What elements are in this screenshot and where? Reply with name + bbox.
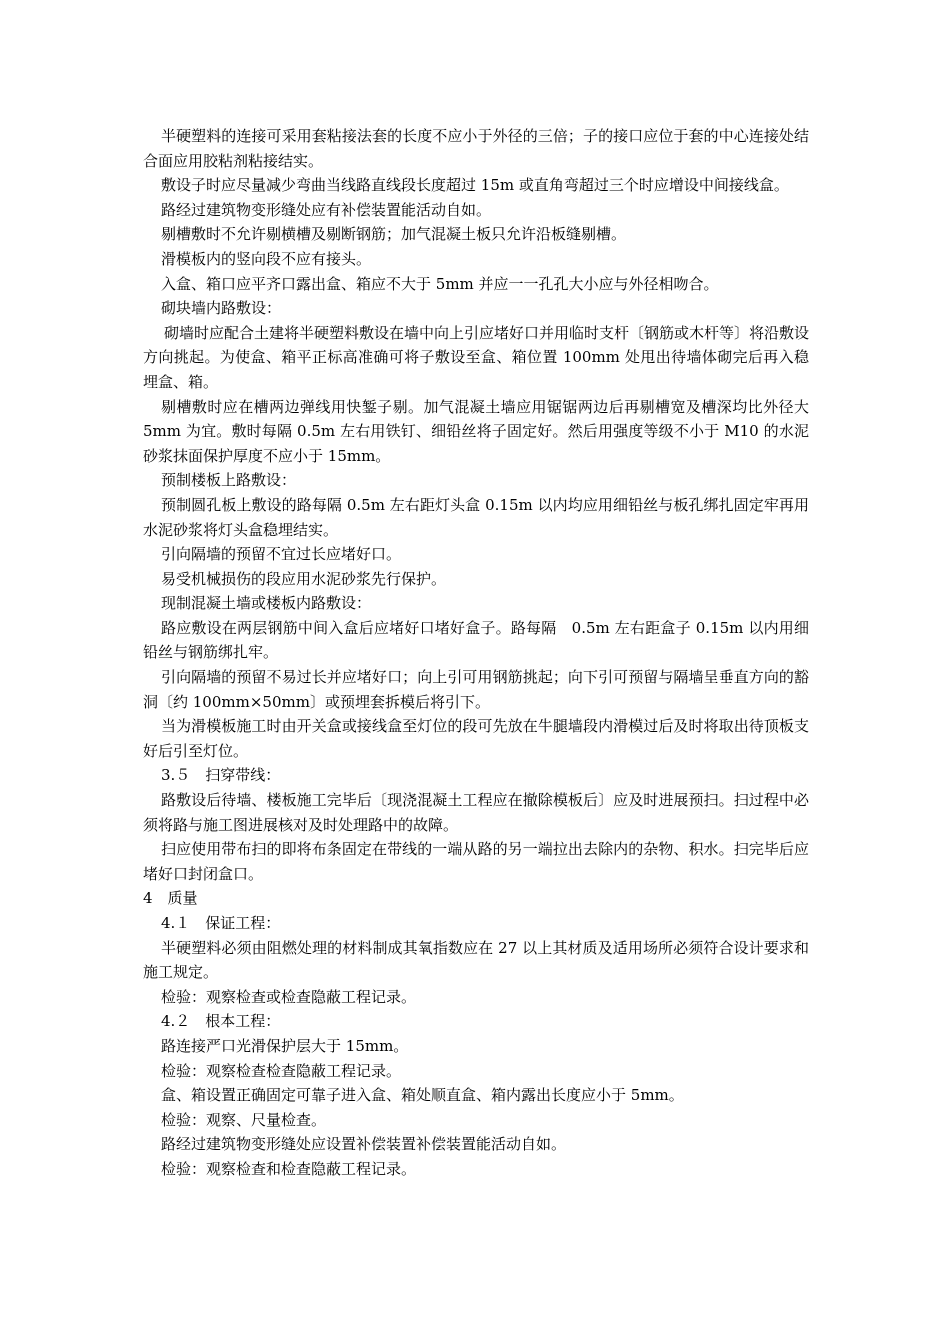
body-paragraph: 检验：观察检查检查隐蔽工程记录。 (161, 1061, 402, 1080)
body-paragraph: 砌墙时应配合土建将半硬塑料敷设在墙中向上引应堵好口并用临时支杆〔钢筋或木杆等〕将沿敷设方向挑起。为使盒、箱平正标高准确可将子敷设至盒、箱位置 100mm 处甩出待墙体砌完后再入稳埋盒、箱。 (143, 323, 810, 391)
section-heading: 4 质量 (143, 889, 198, 908)
body-paragraph: 路连接严口光滑保护层大于 15mm。 (161, 1036, 409, 1055)
body-paragraph: 预制圆孔板上敷设的路每隔 0.5m 左右距灯头盒 0.15m 以内均应用细铅丝与板孔绑扎固定牢再用水泥砂浆将灯头盒稳埋结实。 (143, 495, 809, 539)
subsection-heading: 3.５ 扫穿带线： (161, 766, 281, 785)
body-paragraph: 路敷设后待墙、楼板施工完毕后〔现浇混凝土工程应在撤除模板后〕应及时进展预扫。扫过程中必须将路与施工图进展核对及时处理路中的故障。 (143, 791, 809, 834)
body-paragraph: 检验：观察检查或检查隐蔽工程记录。 (161, 987, 417, 1006)
body-paragraph: 路应敷设在两层钢筋中间入盒后应堵好口堵好盒子。路每隔 0.5m 左右距盒子 0.15m 以内用细铅丝与钢筋绑扎牢。 (143, 618, 809, 662)
body-paragraph: 半硬塑料的连接可采用套粘接法套的长度不应小于外径的三倍；子的接口应位于套的中心连接处结合面应用胶粘剂粘接结实。 (143, 127, 809, 170)
subsection-heading: 4.１ 保证工程： (161, 914, 281, 932)
subsection-heading: 4.２ 根本工程： (161, 1012, 281, 1031)
body-paragraph: 检验：观察检查和检查隐蔽工程记录。 (161, 1159, 417, 1178)
body-paragraph: 引向隔墙的预留不易过长并应堵好口；向上引可用钢筋挑起；向下引可预留与隔墙呈垂直方向的豁洞〔约 100mm×50mm〕或预埋套拆模后将引下。 (143, 668, 809, 711)
body-paragraph: 预制楼板上路敷设： (161, 471, 297, 490)
body-paragraph: 路经过建筑物变形缝处应有补偿装置能活动自如。 (161, 200, 492, 219)
body-paragraph: 路经过建筑物变形缝处应设置补偿装置补偿装置能活动自如。 (161, 1135, 567, 1154)
body-paragraph: 砌块墙内路敷设： (161, 299, 282, 318)
body-paragraph: 半硬塑料必须由阻燃处理的材料制成其氧指数应在 27 以上其材质及适用场所必须符合设计要求和施工规定。 (143, 938, 809, 982)
body-paragraph: 滑模板内的竖向段不应有接头。 (161, 249, 372, 268)
body-paragraph: 盒、箱设置正确固定可靠子进入盒、箱处顺直盒、箱内露出长度应小于 5mm。 (161, 1086, 684, 1105)
body-paragraph: 敷设子时应尽量减少弯曲当线路直线段长度超过 15m 或直角弯超过三个时应增设中间接线盒。 (161, 176, 789, 195)
body-paragraph: 入盒、箱口应平齐口露出盒、箱应不大于 5mm 并应一一孔孔大小应与外径相吻合。 (161, 274, 719, 293)
document-page (143, 124, 809, 1182)
body-paragraph: 易受机械损伤的段应用水泥砂浆先行保护。 (161, 569, 447, 588)
body-paragraph: 当为滑模板施工时由开关盒或接线盒至灯位的段可先放在牛腿墙段内滑模过后及时将取出待顶板支好后引至灯位。 (143, 717, 809, 760)
body-paragraph: 扫应使用带布扫的即将布条固定在带线的一端从路的另一端拉出去除内的杂物、积水。扫完毕后应堵好口封闭盒口。 (143, 840, 809, 883)
body-paragraph: 剔槽敷时应在槽两边弹线用快錾子剔。加气混凝土墙应用锯锯两边后再剔槽宽及槽深均比外径大 5mm 为宜。敷时每隔 0.5m 左右用铁钉、细铅丝将子固定好。然后用强度等级不小于 M10 的水泥砂浆抹面保护厚度不应小于 15mm。 (143, 397, 809, 465)
body-paragraph: 检验：观察、尺量检查。 (161, 1110, 327, 1129)
body-paragraph: 现制混凝土墙或楼板内路敷设： (161, 594, 372, 613)
body-paragraph: 剔槽敷时不允许剔横槽及剔断钢筋；加气混凝土板只允许沿板缝剔槽。 (161, 225, 627, 244)
body-paragraph: 引向隔墙的预留不宜过长应堵好口。 (161, 545, 402, 564)
